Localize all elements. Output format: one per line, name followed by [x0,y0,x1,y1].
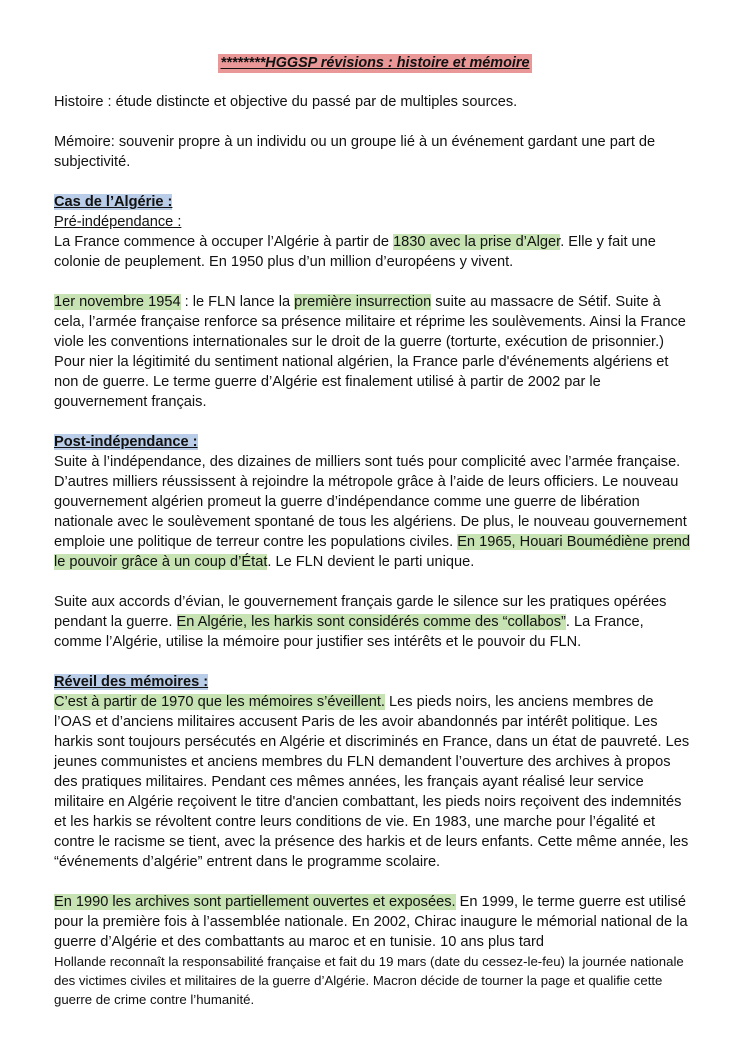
section-heading-algerie: Cas de l’Algérie : [54,194,173,210]
paragraph-post-2: Suite aux accords d’évian, le gouvernement français garde le silence sur les pratiques opérées pendant la guerre. En Algérie, les harkis sont considérés comme des “collabos”. La France, comme l’Algérie, utilise la mémoire pour justifier ses intérêts et le pouvoir du FLN. [54,594,667,650]
document-body [54,92,694,1009]
paragraph-reveil-1: C’est à partir de 1970 que les mémoires s’éveillent. Les pieds noirs, les anciens membres de l’OAS et d’anciens militaires accusent Paris de les avoir abandonnés par intérêt politique. Les harkis sont toujours persécutés en Algérie et discriminés en France, dans un état de pauvreté. Les jeunes communistes et anciens membres du FLN demandent l’ouverture des archives à propos des pratiques militaires. Pendant ces mêmes années, les français ayant réalisé leur service militaire en Algérie reçoivent le titre d'ancien combattant, les pieds noirs reçoivent des indemnités et les harkis se révoltent contre leurs conditions de vie. En 1983, une marche pour l’égalité et contre le racisme se tient, avec la présence des harkis et de leurs enfants. Cette même année, les “événements d’algérie” entrent dans le programme scolaire. [54,694,690,870]
page-title: ********HGGSP révisions : histoire et mémoire [218,54,533,73]
definition-histoire: Histoire : étude distincte et objective du passé par de multiples sources. [54,94,518,110]
highlight-insurrection: première insurrection [294,294,432,310]
highlight-1970: C’est à partir de 1970 que les mémoires s’éveillent. [54,694,385,710]
highlight-1954: 1er novembre 1954 [54,294,181,310]
highlight-1830: 1830 avec la prise d’Alger [393,234,561,250]
definition-memoire: Mémoire: souvenir propre à un individu ou un groupe lié à un événement gardant une part de subjectivité. [54,134,656,170]
section-heading-reveil: Réveil des mémoires : [54,674,209,690]
paragraph-reveil-3: Hollande reconnaît la responsabilité française et fait du 19 mars (date du cessez-le-feu) la journée nationale des victimes civiles et militaires de la guerre d’Algérie. Macron décide de tourner la page et qualifie cette guerre de crime contre l’humanité. [54,954,684,1007]
highlight-1990: En 1990 les archives sont partiellement ouvertes et exposées. [54,894,456,910]
paragraph-pre-2: 1er novembre 1954 : le FLN lance la première insurrection suite au massacre de Sétif. Suite à cela, l’armée française renforce sa présence militaire et réprime les soulèvements. Ainsi la France viole les conventions internationales sur le droit de la guerre (torturte, exécution de prisonnier.) Pour nier la légitimité du sentiment national algérien, la France parle d'événements algériens et non de guerre. Le terme guerre d’Algérie est finalement utilisé à partir de 2002 par le gouvernement français. [54,294,686,410]
highlight-1965: En 1965, Houari Boumédiène prend le pouvoir grâce à un coup d’État [54,534,691,570]
section-heading-post-independance: Post-indépendance : [54,434,198,450]
paragraph-pre-1: La France commence à occuper l’Algérie à partir de 1830 avec la prise d’Alger. Elle y fait une colonie de peuplement. En 1950 plus d’un million d’européens y vivent. [54,234,656,270]
subheading-pre-independance: Pré-indépendance : [54,214,182,230]
title-wrap [0,53,750,73]
paragraph-reveil-2: En 1990 les archives sont partiellement ouvertes et exposées. En 1999, le terme guerre est utilisé pour la première fois à l’assemblée nationale. En 2002, Chirac inaugure le mémorial national de la guerre d’Algérie et des combattants au maroc et en tunisie. 10 ans plus tard [54,894,688,950]
highlight-harkis: En Algérie, les harkis sont considérés comme des “collabos” [176,614,566,630]
paragraph-post-1: Suite à l’indépendance, des dizaines de milliers sont tués pour complicité avec l’armée française. D’autres milliers réussissent à rejoindre la métropole grâce à l’aide de leurs officiers. Le nouveau gouvernement algérien promeut la guerre d’indépendance comme une guerre de libération nationale avec le soulèvement spontané de tous les algériens. De plus, le nouveau gouvernement emploie une politique de terreur contre les populations civiles. En 1965, Houari Boumédiène prend le pouvoir grâce à un coup d’État. Le FLN devient le parti unique. [54,454,691,570]
